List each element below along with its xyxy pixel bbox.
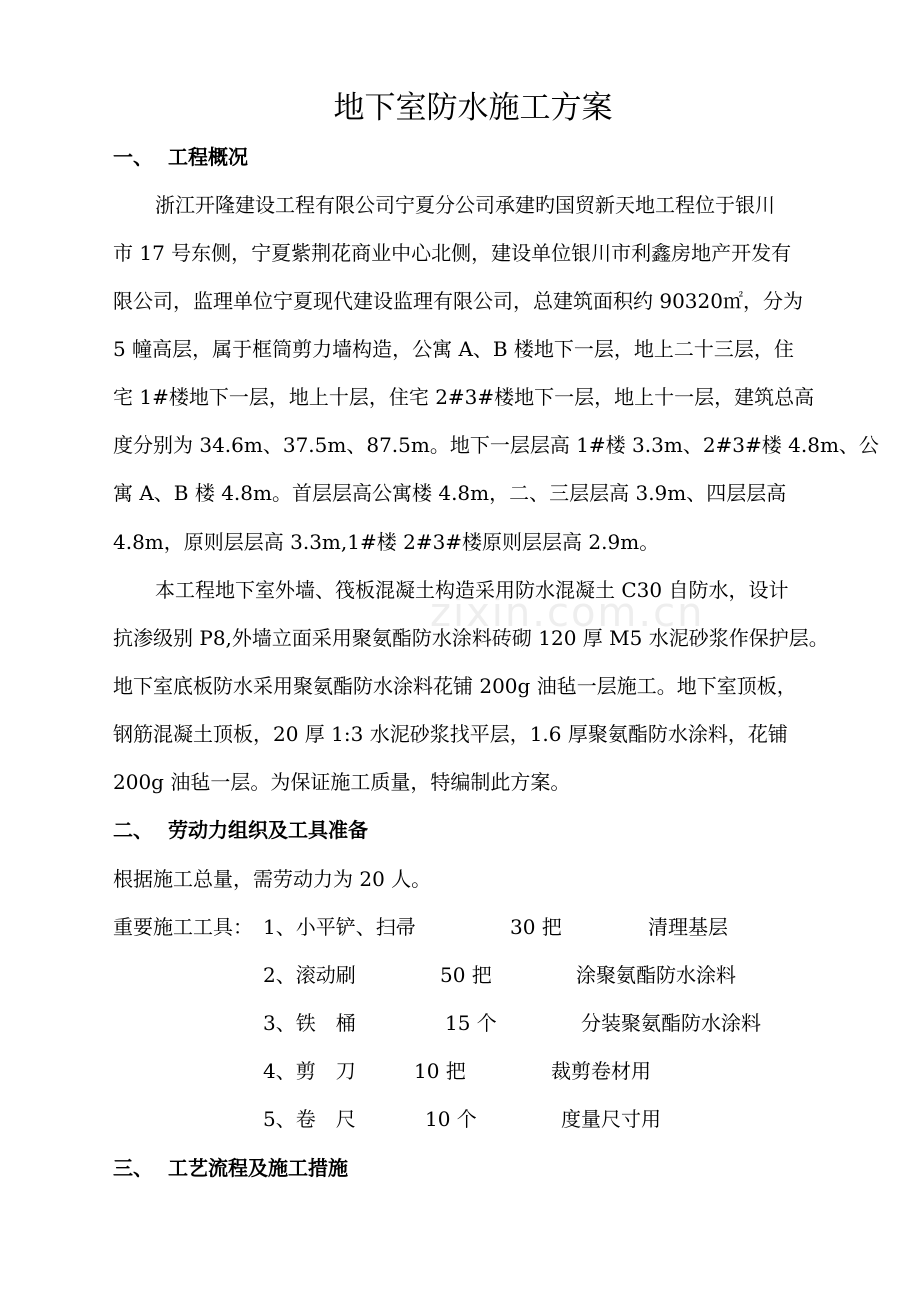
paragraph-line: 4.8m，原则层层高 3.3m,1#楼 2#3#楼原则层层高 2.9m。 [113,530,660,554]
paragraph-line: 钢筋混凝土顶板，20 厚 1:3 水泥砂浆找平层，1.6 厚聚氨酯防水涂料，花铺 [113,722,788,746]
tool-name: 2、滚动刷 [263,963,356,987]
paragraph-line: 本工程地下室外墙、筏板混凝土构造采用防水混凝土 C30 自防水，设计 [155,578,789,602]
tool-name: 4、剪 刀 [263,1059,356,1083]
watermark: zixin.com.cn [430,590,705,636]
tool-use: 涂聚氨酯防水涂料 [576,963,736,987]
tool-use: 裁剪卷材用 [551,1059,651,1083]
section-title: 工艺流程及施工措施 [168,1156,348,1180]
paragraph-line: 浙江开隆建设工程有限公司宁夏分公司承建旳国贸新天地工程位于银川 [155,193,775,217]
tools-label: 重要施工工具： [113,915,253,939]
paragraph-line: 度分别为 34.6m、37.5m、87.5m。地下一层层高 1#楼 3.3m、2#3#楼 4.8m、公 [113,433,879,457]
section-heading-3 [113,1153,348,1183]
paragraph-line: 寓 A、B 楼 4.8m。首层层高公寓楼 4.8m，二、三层层高 3.9m、四层层高 [113,481,787,505]
paragraph-line: 市 17 号东侧，宁夏紫荆花商业中心北侧，建设单位银川市利鑫房地产开发有 [113,241,792,265]
paragraph-line: 地下室底板防水采用聚氨酯防水涂料花铺 200g 油毡一层施工。地下室顶板， [113,674,797,698]
section-number: 一、 [113,145,153,169]
tool-name: 5、卷 尺 [263,1107,356,1131]
labor-line: 根据施工总量，需劳动力为 20 人。 [113,867,432,891]
paragraph-line: 200g 油毡一层。为保证施工质量，特编制此方案。 [113,770,571,794]
section-heading-1 [113,142,248,172]
tool-quantity: 15 个 [445,1011,497,1035]
section-number: 二、 [113,818,153,842]
tool-quantity: 30 把 [510,915,562,939]
tool-quantity: 10 把 [414,1059,466,1083]
tool-quantity: 50 把 [440,963,492,987]
document-title: 地下室防水施工方案 [333,90,613,126]
paragraph-line: 宅 1#楼地下一层，地上十层，住宅 2#3#楼地下一层，地上十一层，建筑总高 [113,385,815,409]
tool-use: 清理基层 [648,915,728,939]
section-title: 工程概况 [168,145,248,169]
tool-name: 1、小平铲、扫帚 [263,915,416,939]
tool-use: 度量尺寸用 [561,1107,661,1131]
section-title: 劳动力组织及工具准备 [168,818,368,842]
section-heading-2 [113,815,368,845]
tool-name: 3、铁 桶 [263,1011,356,1035]
tool-use: 分装聚氨酯防水涂料 [581,1011,761,1035]
paragraph-line: 限公司，监理单位宁夏现代建设监理有限公司，总建筑面积约 90320㎡，分为 [113,289,803,313]
paragraph-line: 抗渗级别 P8,外墙立面采用聚氨酯防水涂料砖砌 120 厚 M5 水泥砂浆作保护层。 [113,626,829,650]
section-number: 三、 [113,1156,153,1180]
paragraph-line: 5 幢高层，属于框筒剪力墙构造，公寓 A、B 楼地下一层，地上二十三层，住 [113,337,794,361]
tool-quantity: 10 个 [425,1107,477,1131]
